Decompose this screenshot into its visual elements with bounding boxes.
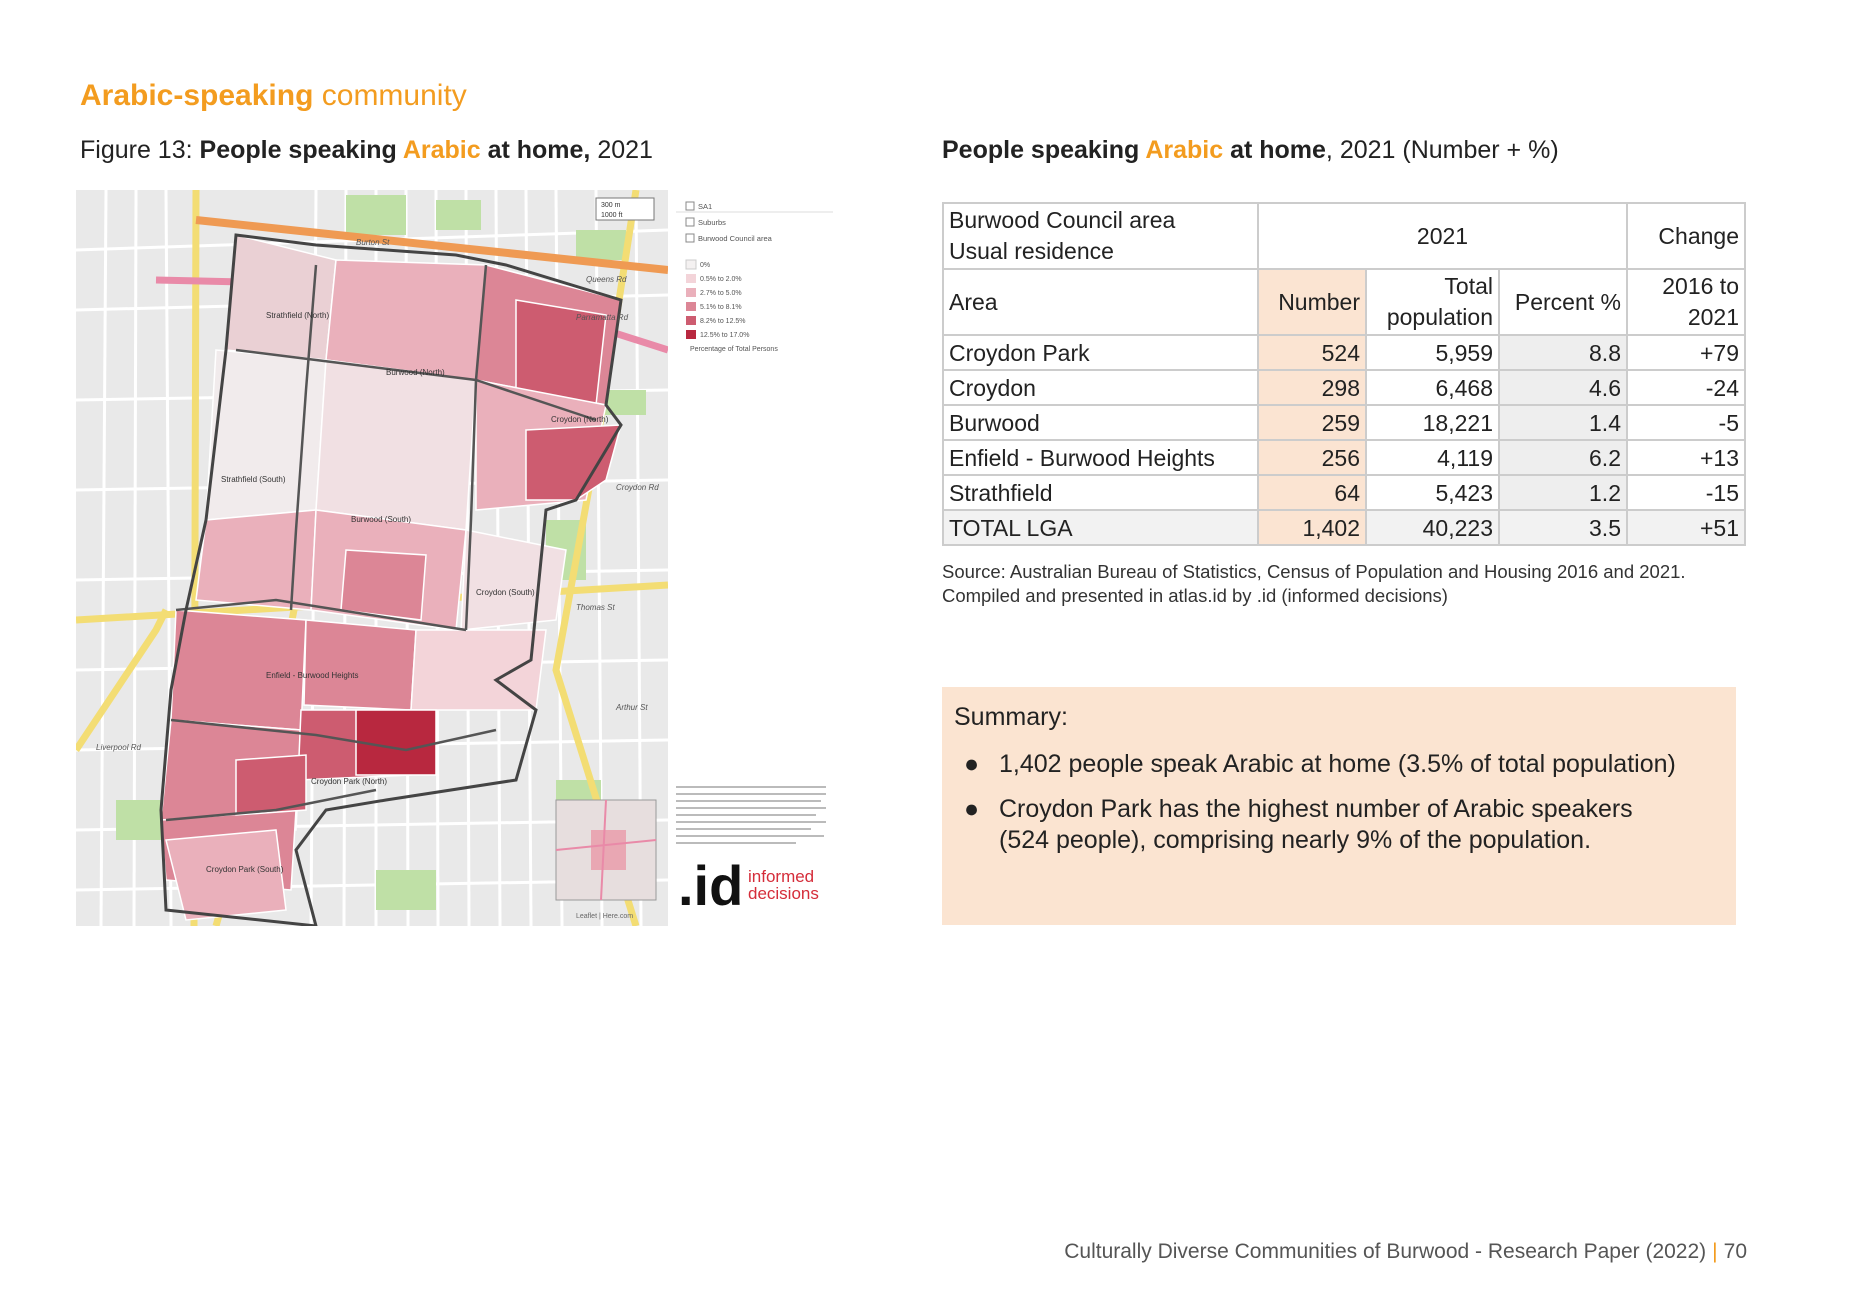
legend-range-0: 0% [700, 262, 711, 269]
cell-total: 5,959 [1366, 335, 1499, 370]
summary-title: Summary: [954, 703, 1068, 731]
figure-title-part2: at home, [480, 136, 591, 164]
legend-layer-suburbs: Suburbs [698, 218, 726, 227]
table-header-row-1 [943, 203, 1745, 269]
legend-range-3: 5.1% to 8.1% [700, 304, 742, 311]
cell-number: 64 [1258, 475, 1366, 510]
map-figure [76, 190, 833, 926]
header-change-period: 2016 to 2021 [1627, 269, 1745, 335]
summary-item-text: 1,402 people speak Arabic at home (3.5% of total population) [999, 750, 1676, 778]
cell-total: 40,223 [1366, 510, 1499, 545]
section-title [80, 78, 467, 114]
data-table [942, 202, 1746, 546]
legend-range-1: 0.5% to 2.0% [700, 276, 742, 283]
street-burton: Burton St [356, 238, 390, 247]
figure-title-highlight: Arabic [402, 136, 481, 164]
table-title-part2: at home [1223, 136, 1326, 164]
map-svg [76, 190, 833, 926]
bullet-icon: ● [964, 750, 980, 778]
table-title [942, 134, 1559, 166]
cell-area: Croydon Park [943, 335, 1258, 370]
logo-mark: .id [678, 854, 744, 917]
cell-total: 4,119 [1366, 440, 1499, 475]
legend-range-2: 2.7% to 5.0% [700, 290, 742, 297]
logo-text-2: decisions [748, 884, 819, 903]
cell-percent: 8.8 [1499, 335, 1627, 370]
header-number: Number [1258, 269, 1366, 335]
cell-change: +51 [1627, 510, 1745, 545]
cell-percent: 6.2 [1499, 440, 1627, 475]
source-note: Source: Australian Bureau of Statistics, Census of Population and Housing 2016 and 2021. Compiled and presented in atlas.id by .id (informed decisions) [942, 561, 1686, 606]
list-item [954, 794, 1679, 856]
cell-number: 256 [1258, 440, 1366, 475]
table-total-row [943, 510, 1745, 545]
summary-list [954, 749, 1724, 856]
street-queens: Queens Rd [586, 275, 627, 284]
table-row [943, 405, 1745, 440]
table-row [943, 475, 1745, 510]
legend-range-5: 12.5% to 17.0% [700, 332, 750, 339]
header-total: Total population [1366, 269, 1499, 335]
street-thomas: Thomas St [576, 603, 615, 612]
legend-caption: Percentage of Total Persons [690, 346, 778, 353]
cell-percent: 1.2 [1499, 475, 1627, 510]
scale-top: 300 m [601, 202, 621, 209]
cell-number: 298 [1258, 370, 1366, 405]
label-strathfield-south: Strathfield (South) [221, 475, 286, 484]
summary-item-text: Croydon Park has the highest number of Arabic speakers (524 people), comprising nearly 9% of the population. [999, 795, 1633, 854]
header-change: Change [1627, 203, 1745, 269]
table-row [943, 370, 1745, 405]
cell-change: -24 [1627, 370, 1745, 405]
table-title-part1: People speaking [942, 136, 1146, 164]
figure-title-part1: People speaking [199, 136, 403, 164]
header-year: 2021 [1258, 203, 1627, 269]
list-item [954, 749, 1679, 780]
logo-text-1: informed [748, 867, 815, 886]
cell-change: +13 [1627, 440, 1745, 475]
table-title-rest: , 2021 (Number + %) [1325, 136, 1559, 164]
label-strathfield-north: Strathfield (North) [266, 311, 330, 320]
legend-layer-sa1: SA1 [698, 202, 713, 211]
label-croydon-south: Croydon (South) [476, 588, 535, 597]
cell-change: +79 [1627, 335, 1745, 370]
cell-percent: 1.4 [1499, 405, 1627, 440]
scale-bottom: 1000 ft [601, 212, 623, 219]
map-attribution: Leaflet | Here.com [576, 913, 634, 920]
cell-percent: 4.6 [1499, 370, 1627, 405]
cell-number: 1,402 [1258, 510, 1366, 545]
cell-number: 259 [1258, 405, 1366, 440]
footer-separator: | [1712, 1240, 1718, 1263]
page-number: 70 [1723, 1240, 1747, 1263]
cell-change: -5 [1627, 405, 1745, 440]
cell-area: Enfield - Burwood Heights [943, 440, 1258, 475]
figure-prefix: Figure 13: [80, 136, 200, 164]
legend-layer-lga: Burwood Council area [698, 234, 772, 243]
table-title-highlight: Arabic [1145, 136, 1224, 164]
footer-text: Culturally Diverse Communities of Burwood - Research Paper (2022) [1064, 1240, 1707, 1263]
figure-title [80, 134, 653, 166]
label-croydon-park-south: Croydon Park (South) [206, 865, 284, 874]
section-title-rest: community [313, 79, 467, 112]
street-parramatta: Parramatta Rd [576, 313, 629, 322]
cell-total: 18,221 [1366, 405, 1499, 440]
cell-area: Strathfield [943, 475, 1258, 510]
header-area-group: Burwood Council area Usual residence [943, 203, 1258, 269]
label-enfield: Enfield - Burwood Heights [266, 671, 359, 680]
cell-area: Burwood [943, 405, 1258, 440]
inset-map [556, 800, 656, 900]
header-percent: Percent % [1499, 269, 1627, 335]
cell-number: 524 [1258, 335, 1366, 370]
summary-box [942, 687, 1736, 925]
street-arthur: Arthur St [616, 703, 648, 712]
street-croydon: Croydon Rd [616, 483, 659, 492]
legend-range-4: 8.2% to 12.5% [700, 318, 746, 325]
table-row [943, 335, 1745, 370]
header-area: Area [943, 269, 1258, 335]
label-croydon-park-north: Croydon Park (North) [311, 777, 388, 786]
street-liverpool: Liverpool Rd [96, 743, 141, 752]
figure-year: 2021 [590, 136, 653, 164]
page-footer [1064, 1238, 1747, 1266]
label-burwood-north: Burwood (North) [386, 368, 445, 377]
table-header-row-2 [943, 269, 1745, 335]
scale-bar [596, 198, 654, 220]
cell-total: 5,423 [1366, 475, 1499, 510]
section-title-bold: Arabic-speaking [80, 79, 314, 112]
label-burwood-south: Burwood (South) [351, 515, 412, 524]
label-croydon-north: Croydon (North) [551, 415, 609, 424]
bullet-icon: ● [964, 795, 980, 823]
table-row [943, 440, 1745, 475]
cell-total: 6,468 [1366, 370, 1499, 405]
cell-change: -15 [1627, 475, 1745, 510]
cell-area: Croydon [943, 370, 1258, 405]
cell-percent: 3.5 [1499, 510, 1627, 545]
cell-area: TOTAL LGA [943, 510, 1258, 545]
